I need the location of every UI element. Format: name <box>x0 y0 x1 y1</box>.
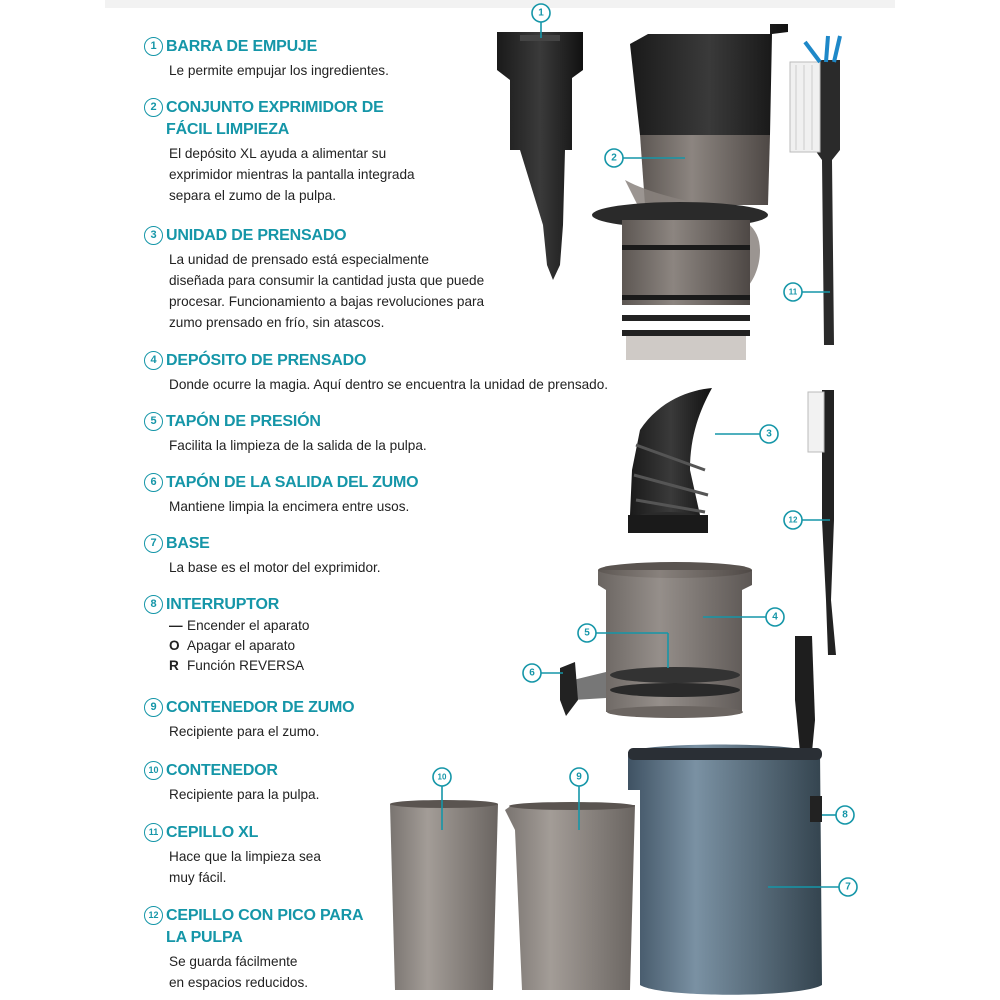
juice-container <box>505 802 635 990</box>
item-number: 7 <box>144 534 163 553</box>
item-description: Se guarda fácilmente en espacios reducidos. <box>169 954 309 990</box>
item-description: El depósito XL ayuda a alimentar su exprimidor mientras la pantalla integrada separa el zumo de la pulpa. <box>169 146 415 203</box>
item-description: Mantiene limpia la encimera entre usos. <box>169 499 410 514</box>
item-number: 3 <box>144 226 163 245</box>
item-title: CEPILLO XL <box>166 824 259 841</box>
pressing-unit <box>628 388 712 533</box>
item-title: CEPILLO CON PICO PARA LA PULPA <box>166 907 364 946</box>
item-number: 1 <box>144 37 163 56</box>
switch-symbol: — <box>169 618 183 633</box>
item-title: TAPÓN DE PRESIÓN <box>166 413 321 430</box>
item-description: Donde ocurre la magia. Aquí dentro se encuentra la unidad de prensado. <box>169 377 609 392</box>
item-title: CONJUNTO EXPRIMIDOR DE FÁCIL LIMPIEZA <box>166 99 384 138</box>
item-title: DEPÓSITO DE PRENSADO <box>166 352 367 369</box>
callout-3: 3 <box>766 428 772 440</box>
callout-8: 8 <box>842 809 848 821</box>
item-number: 6 <box>144 473 163 492</box>
callout-12: 12 <box>788 515 798 525</box>
item-number: 2 <box>144 98 163 117</box>
item-title: CONTENEDOR DE ZUMO <box>166 699 355 716</box>
item-number: 12 <box>144 906 163 925</box>
item-description: La base es el motor del exprimidor. <box>169 560 381 575</box>
switch-symbol: O <box>169 638 180 653</box>
item-number: 11 <box>144 823 163 842</box>
switch-label: Función REVERSA <box>187 658 305 673</box>
item-number: 8 <box>144 595 163 614</box>
item-description: Hace que la limpieza sea muy fácil. <box>169 849 321 885</box>
item-description: Le permite empujar los ingredientes. <box>169 63 389 78</box>
callout-10: 10 <box>437 772 447 782</box>
item-title: BARRA DE EMPUJE <box>166 38 318 55</box>
item-title: TAPÓN DE LA SALIDA DEL ZUMO <box>166 474 419 491</box>
switch-symbol: R <box>169 658 179 673</box>
item-number: 4 <box>144 351 163 370</box>
juicer-assembly <box>592 24 788 360</box>
callout-2: 2 <box>611 152 617 164</box>
item-description: Facilita la limpieza de la salida de la pulpa. <box>169 438 427 453</box>
switch-label: Encender el aparato <box>187 618 310 633</box>
item-description: La unidad de prensado está especialmente diseñada para consumir la cantidad justa que puede procesar. Funcionamiento a bajas revoluciones para zumo prensado en frío, sin atascos. <box>169 252 485 330</box>
item-number: 10 <box>144 761 163 780</box>
item-description: Recipiente para el zumo. <box>169 724 320 739</box>
callout-9: 9 <box>576 771 582 783</box>
item-number: 5 <box>144 412 163 431</box>
pulp-container <box>390 800 498 990</box>
item-title: BASE <box>166 535 210 552</box>
pusher-bar <box>497 32 583 280</box>
item-description: Recipiente para la pulpa. <box>169 787 320 802</box>
switch-label: Apagar el aparato <box>187 638 296 653</box>
item-title: UNIDAD DE PRENSADO <box>166 227 347 244</box>
item-title: CONTENEDOR <box>166 762 278 779</box>
callout-7: 7 <box>845 881 851 893</box>
callout-11: 11 <box>788 287 798 297</box>
callout-1: 1 <box>538 7 544 19</box>
callout-6: 6 <box>529 667 535 679</box>
callout-4: 4 <box>772 611 778 623</box>
item-title: INTERRUPTOR <box>166 596 280 613</box>
brush-with-pick <box>808 390 836 655</box>
callout-5: 5 <box>584 627 590 639</box>
item-number: 9 <box>144 698 163 717</box>
